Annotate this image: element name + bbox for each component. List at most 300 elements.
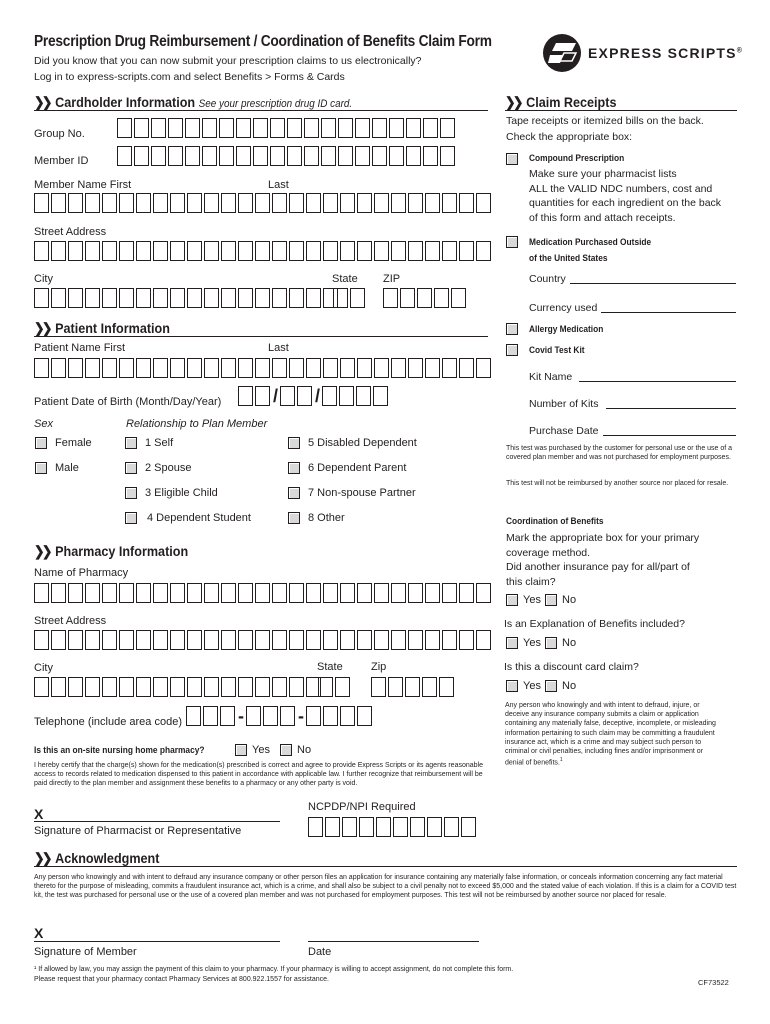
char-box[interactable] [221,583,236,603]
char-box[interactable] [68,583,83,603]
char-box[interactable] [323,583,338,603]
char-box[interactable] [221,358,236,378]
char-box[interactable] [323,630,338,650]
char-box[interactable] [68,241,83,261]
char-box[interactable] [318,677,333,697]
char-box[interactable] [476,241,491,261]
char-box[interactable] [287,146,302,166]
char-box[interactable] [476,583,491,603]
member-zip-field[interactable] [383,288,467,308]
char-box[interactable] [34,193,49,213]
char-box[interactable] [440,146,455,166]
char-box[interactable] [304,118,319,138]
char-box[interactable] [306,193,321,213]
char-box[interactable] [405,677,420,697]
pharmacy-city-field[interactable] [34,677,322,697]
char-box[interactable] [170,583,185,603]
char-box[interactable] [102,630,117,650]
npi-field[interactable] [308,817,477,837]
char-box[interactable] [408,241,423,261]
discount-no-checkbox[interactable] [545,680,557,692]
char-box[interactable] [219,118,234,138]
rel-disabled-checkbox[interactable] [288,437,300,449]
char-box[interactable] [427,817,442,837]
char-box[interactable] [391,583,406,603]
pharmacy-zip-field[interactable] [371,677,455,697]
member-name-field[interactable] [34,193,492,213]
char-box[interactable] [255,677,270,697]
char-box[interactable] [425,358,440,378]
char-box[interactable] [51,193,66,213]
char-box[interactable] [119,288,134,308]
char-box[interactable] [400,288,415,308]
char-box[interactable] [289,583,304,603]
char-box[interactable] [185,118,200,138]
char-box[interactable] [136,193,151,213]
char-box[interactable] [340,358,355,378]
char-box[interactable] [355,118,370,138]
char-box[interactable] [119,677,134,697]
date-line[interactable] [308,941,479,942]
char-box[interactable] [168,118,183,138]
char-box[interactable] [68,630,83,650]
char-box[interactable] [221,288,236,308]
char-box[interactable] [408,583,423,603]
char-box[interactable] [289,288,304,308]
char-box[interactable] [374,358,389,378]
char-box[interactable] [280,386,295,406]
char-box[interactable] [186,706,201,726]
char-box[interactable] [238,583,253,603]
char-box[interactable] [119,358,134,378]
char-box[interactable] [391,358,406,378]
char-box[interactable] [255,358,270,378]
compound-checkbox[interactable] [506,153,518,165]
char-box[interactable] [325,817,340,837]
char-box[interactable] [272,583,287,603]
char-box[interactable] [219,146,234,166]
char-box[interactable] [340,241,355,261]
char-box[interactable] [168,146,183,166]
char-box[interactable] [238,288,253,308]
char-box[interactable] [323,706,338,726]
char-box[interactable] [306,358,321,378]
char-box[interactable] [170,193,185,213]
purchase-date-field[interactable] [603,435,736,436]
char-box[interactable] [68,677,83,697]
char-box[interactable] [374,193,389,213]
char-box[interactable] [255,193,270,213]
char-box[interactable] [476,193,491,213]
other-insurance-no-checkbox[interactable] [545,594,557,606]
member-street-field[interactable] [34,241,492,261]
char-box[interactable] [238,677,253,697]
char-box[interactable] [85,677,100,697]
member-city-field[interactable] [34,288,339,308]
char-box[interactable] [187,241,202,261]
char-box[interactable] [85,288,100,308]
char-box[interactable] [357,358,372,378]
char-box[interactable] [221,241,236,261]
nursing-yes-checkbox[interactable] [235,744,247,756]
char-box[interactable] [221,193,236,213]
outside-us-checkbox[interactable] [506,236,518,248]
char-box[interactable] [204,583,219,603]
char-box[interactable] [202,118,217,138]
char-box[interactable] [440,118,455,138]
char-box[interactable] [202,146,217,166]
char-box[interactable] [289,241,304,261]
char-box[interactable] [425,193,440,213]
eob-yes-checkbox[interactable] [506,637,518,649]
char-box[interactable] [373,386,388,406]
char-box[interactable] [119,193,134,213]
char-box[interactable] [476,358,491,378]
rel-parent-checkbox[interactable] [288,462,300,474]
char-box[interactable] [204,288,219,308]
char-box[interactable] [102,677,117,697]
char-box[interactable] [340,193,355,213]
currency-field[interactable] [601,312,736,313]
member-state-field[interactable] [333,288,366,308]
char-box[interactable] [442,583,457,603]
char-box[interactable] [68,193,83,213]
other-insurance-yes-checkbox[interactable] [506,594,518,606]
pharmacist-signature-label: Signature of Pharmacist or Representative [34,825,242,837]
char-box[interactable] [272,677,287,697]
char-box[interactable] [434,288,449,308]
telephone-field[interactable] [186,706,373,726]
char-box[interactable] [253,118,268,138]
char-box[interactable] [406,146,421,166]
rel-student-checkbox[interactable] [125,512,137,524]
char-box[interactable] [442,358,457,378]
char-box[interactable] [374,241,389,261]
char-box[interactable] [333,288,348,308]
country-field[interactable] [570,283,736,284]
char-box[interactable] [34,241,49,261]
char-box[interactable] [204,241,219,261]
eob-no-checkbox[interactable] [545,637,557,649]
char-box[interactable] [338,146,353,166]
rel-child-checkbox[interactable] [125,487,137,499]
char-box[interactable] [51,241,66,261]
char-box[interactable] [117,118,132,138]
char-box[interactable] [306,706,321,726]
char-box[interactable] [136,677,151,697]
char-box[interactable] [442,630,457,650]
char-box[interactable] [263,706,278,726]
char-box[interactable] [272,288,287,308]
char-box[interactable] [408,630,423,650]
char-box[interactable] [289,630,304,650]
char-box[interactable] [372,118,387,138]
char-box[interactable] [357,193,372,213]
char-box[interactable] [423,118,438,138]
char-box[interactable] [297,386,312,406]
char-box[interactable] [359,817,374,837]
char-box[interactable] [134,118,149,138]
char-box[interactable] [306,583,321,603]
char-box[interactable] [51,677,66,697]
pharmacy-state-field[interactable] [318,677,351,697]
char-box[interactable] [170,630,185,650]
char-box[interactable] [136,358,151,378]
char-box[interactable] [357,630,372,650]
char-box[interactable] [357,241,372,261]
char-box[interactable] [335,677,350,697]
char-box[interactable] [253,146,268,166]
char-box[interactable] [289,193,304,213]
char-box[interactable] [459,630,474,650]
char-box[interactable] [425,583,440,603]
char-box[interactable] [204,677,219,697]
char-box[interactable] [322,386,337,406]
pharmacy-state-label: State [317,661,343,673]
char-box[interactable] [136,241,151,261]
char-box[interactable] [442,241,457,261]
discount-yes-checkbox[interactable] [506,680,518,692]
char-box[interactable] [389,118,404,138]
char-box[interactable] [459,358,474,378]
kit-name-field[interactable] [579,381,736,382]
char-box[interactable] [85,241,100,261]
char-box[interactable] [342,817,357,837]
char-box[interactable] [439,677,454,697]
char-box[interactable] [451,288,466,308]
char-box[interactable] [442,193,457,213]
char-box[interactable] [323,358,338,378]
char-box[interactable] [459,193,474,213]
char-box[interactable] [34,630,49,650]
char-box[interactable] [102,358,117,378]
char-box[interactable] [102,193,117,213]
char-box[interactable] [355,146,370,166]
char-box[interactable] [187,677,202,697]
char-box[interactable] [280,706,295,726]
char-box[interactable] [255,386,270,406]
char-box[interactable] [203,706,218,726]
char-box[interactable] [236,146,251,166]
char-box[interactable] [238,358,253,378]
char-box[interactable] [170,358,185,378]
char-box[interactable] [255,583,270,603]
char-box[interactable] [323,241,338,261]
char-box[interactable] [272,241,287,261]
rel-partner-checkbox[interactable] [288,487,300,499]
female-checkbox[interactable] [35,437,47,449]
covid-checkbox[interactable] [506,344,518,356]
char-box[interactable] [51,630,66,650]
char-box[interactable] [425,630,440,650]
char-box[interactable] [170,288,185,308]
char-box[interactable] [340,706,355,726]
char-box[interactable] [34,677,49,697]
char-box[interactable] [102,288,117,308]
char-box[interactable] [389,146,404,166]
group-no-field[interactable] [117,118,456,138]
nursing-no-checkbox[interactable] [280,744,292,756]
char-box[interactable] [119,630,134,650]
char-box[interactable] [391,193,406,213]
char-box[interactable] [476,630,491,650]
char-box[interactable] [236,118,251,138]
char-box[interactable] [255,630,270,650]
char-box[interactable] [85,193,100,213]
char-box[interactable] [102,241,117,261]
allergy-label: Allergy Medication [529,324,604,335]
pharmacist-signature-line[interactable] [34,821,280,822]
char-box[interactable] [388,677,403,697]
char-box[interactable] [238,630,253,650]
char-box[interactable] [204,358,219,378]
char-box[interactable] [51,358,66,378]
sex-label: Sex [34,418,53,430]
char-box[interactable] [289,677,304,697]
member-id-field[interactable] [117,146,456,166]
char-box[interactable] [153,677,168,697]
char-box[interactable] [338,118,353,138]
char-box[interactable] [204,630,219,650]
char-box[interactable] [376,817,391,837]
char-box[interactable] [153,630,168,650]
char-box[interactable] [187,630,202,650]
char-box[interactable] [272,358,287,378]
char-box[interactable] [34,358,49,378]
char-box[interactable] [153,583,168,603]
char-box[interactable] [153,193,168,213]
char-box[interactable] [356,386,371,406]
char-box[interactable] [459,241,474,261]
char-box[interactable] [102,583,117,603]
char-box[interactable] [34,288,49,308]
char-box[interactable] [340,630,355,650]
char-box[interactable] [170,677,185,697]
pharmacy-street-field[interactable] [34,630,492,650]
char-box[interactable] [289,358,304,378]
char-box[interactable] [357,583,372,603]
char-box[interactable] [34,583,49,603]
char-box[interactable] [374,630,389,650]
member-signature-line[interactable] [34,941,280,942]
char-box[interactable] [255,288,270,308]
char-box[interactable] [461,817,476,837]
rel-self-checkbox[interactable] [125,437,137,449]
char-box[interactable] [136,630,151,650]
rel-spouse-checkbox[interactable] [125,462,137,474]
char-box[interactable] [170,241,185,261]
char-box[interactable] [238,193,253,213]
char-box[interactable] [68,288,83,308]
char-box[interactable] [287,118,302,138]
char-box[interactable] [136,583,151,603]
char-box[interactable] [187,358,202,378]
char-box[interactable] [374,583,389,603]
char-box[interactable] [187,193,202,213]
char-box[interactable] [340,583,355,603]
char-box[interactable] [308,817,323,837]
char-box[interactable] [151,146,166,166]
char-box[interactable] [383,288,398,308]
allergy-checkbox[interactable] [506,323,518,335]
char-box[interactable] [306,241,321,261]
char-box[interactable] [357,706,372,726]
char-box[interactable] [425,241,440,261]
char-box[interactable] [153,241,168,261]
char-box[interactable] [391,630,406,650]
male-checkbox[interactable] [35,462,47,474]
char-box[interactable] [422,677,437,697]
pharmacy-name-field[interactable] [34,583,492,603]
char-box[interactable] [68,358,83,378]
char-box[interactable] [323,193,338,213]
char-box[interactable] [423,146,438,166]
kit-number-field[interactable] [606,408,736,409]
char-box[interactable] [417,288,432,308]
char-box[interactable] [153,288,168,308]
char-box[interactable] [187,288,202,308]
char-box[interactable] [321,118,336,138]
char-box[interactable] [371,677,386,697]
char-box[interactable] [255,241,270,261]
char-box[interactable] [372,146,387,166]
char-box[interactable] [117,146,132,166]
char-box[interactable] [272,193,287,213]
char-box[interactable] [238,386,253,406]
char-box[interactable] [246,706,261,726]
char-box[interactable] [204,193,219,213]
patient-dob-field[interactable] [238,386,389,406]
char-box[interactable] [408,358,423,378]
char-box[interactable] [406,118,421,138]
char-box[interactable] [85,630,100,650]
char-box[interactable] [119,241,134,261]
char-box[interactable] [408,193,423,213]
char-box[interactable] [410,817,425,837]
char-box[interactable] [85,583,100,603]
char-box[interactable] [304,146,319,166]
char-box[interactable] [306,630,321,650]
char-box[interactable] [321,146,336,166]
char-box[interactable] [459,583,474,603]
char-box[interactable] [85,358,100,378]
char-box[interactable] [153,358,168,378]
char-box[interactable] [270,118,285,138]
char-box[interactable] [51,583,66,603]
char-box[interactable] [270,146,285,166]
char-box[interactable] [220,706,235,726]
char-box[interactable] [221,677,236,697]
rel-other-checkbox[interactable] [288,512,300,524]
char-box[interactable] [350,288,365,308]
char-box[interactable] [444,817,459,837]
char-box[interactable] [272,630,287,650]
char-box[interactable] [393,817,408,837]
char-box[interactable] [187,583,202,603]
char-box[interactable] [136,288,151,308]
char-box[interactable] [221,630,236,650]
char-box[interactable] [238,241,253,261]
char-box[interactable] [134,146,149,166]
char-box[interactable] [119,583,134,603]
char-box[interactable] [185,146,200,166]
char-box[interactable] [306,288,321,308]
char-box[interactable] [151,118,166,138]
patient-name-field[interactable] [34,358,492,378]
char-box[interactable] [339,386,354,406]
char-box[interactable] [51,288,66,308]
char-box[interactable] [391,241,406,261]
